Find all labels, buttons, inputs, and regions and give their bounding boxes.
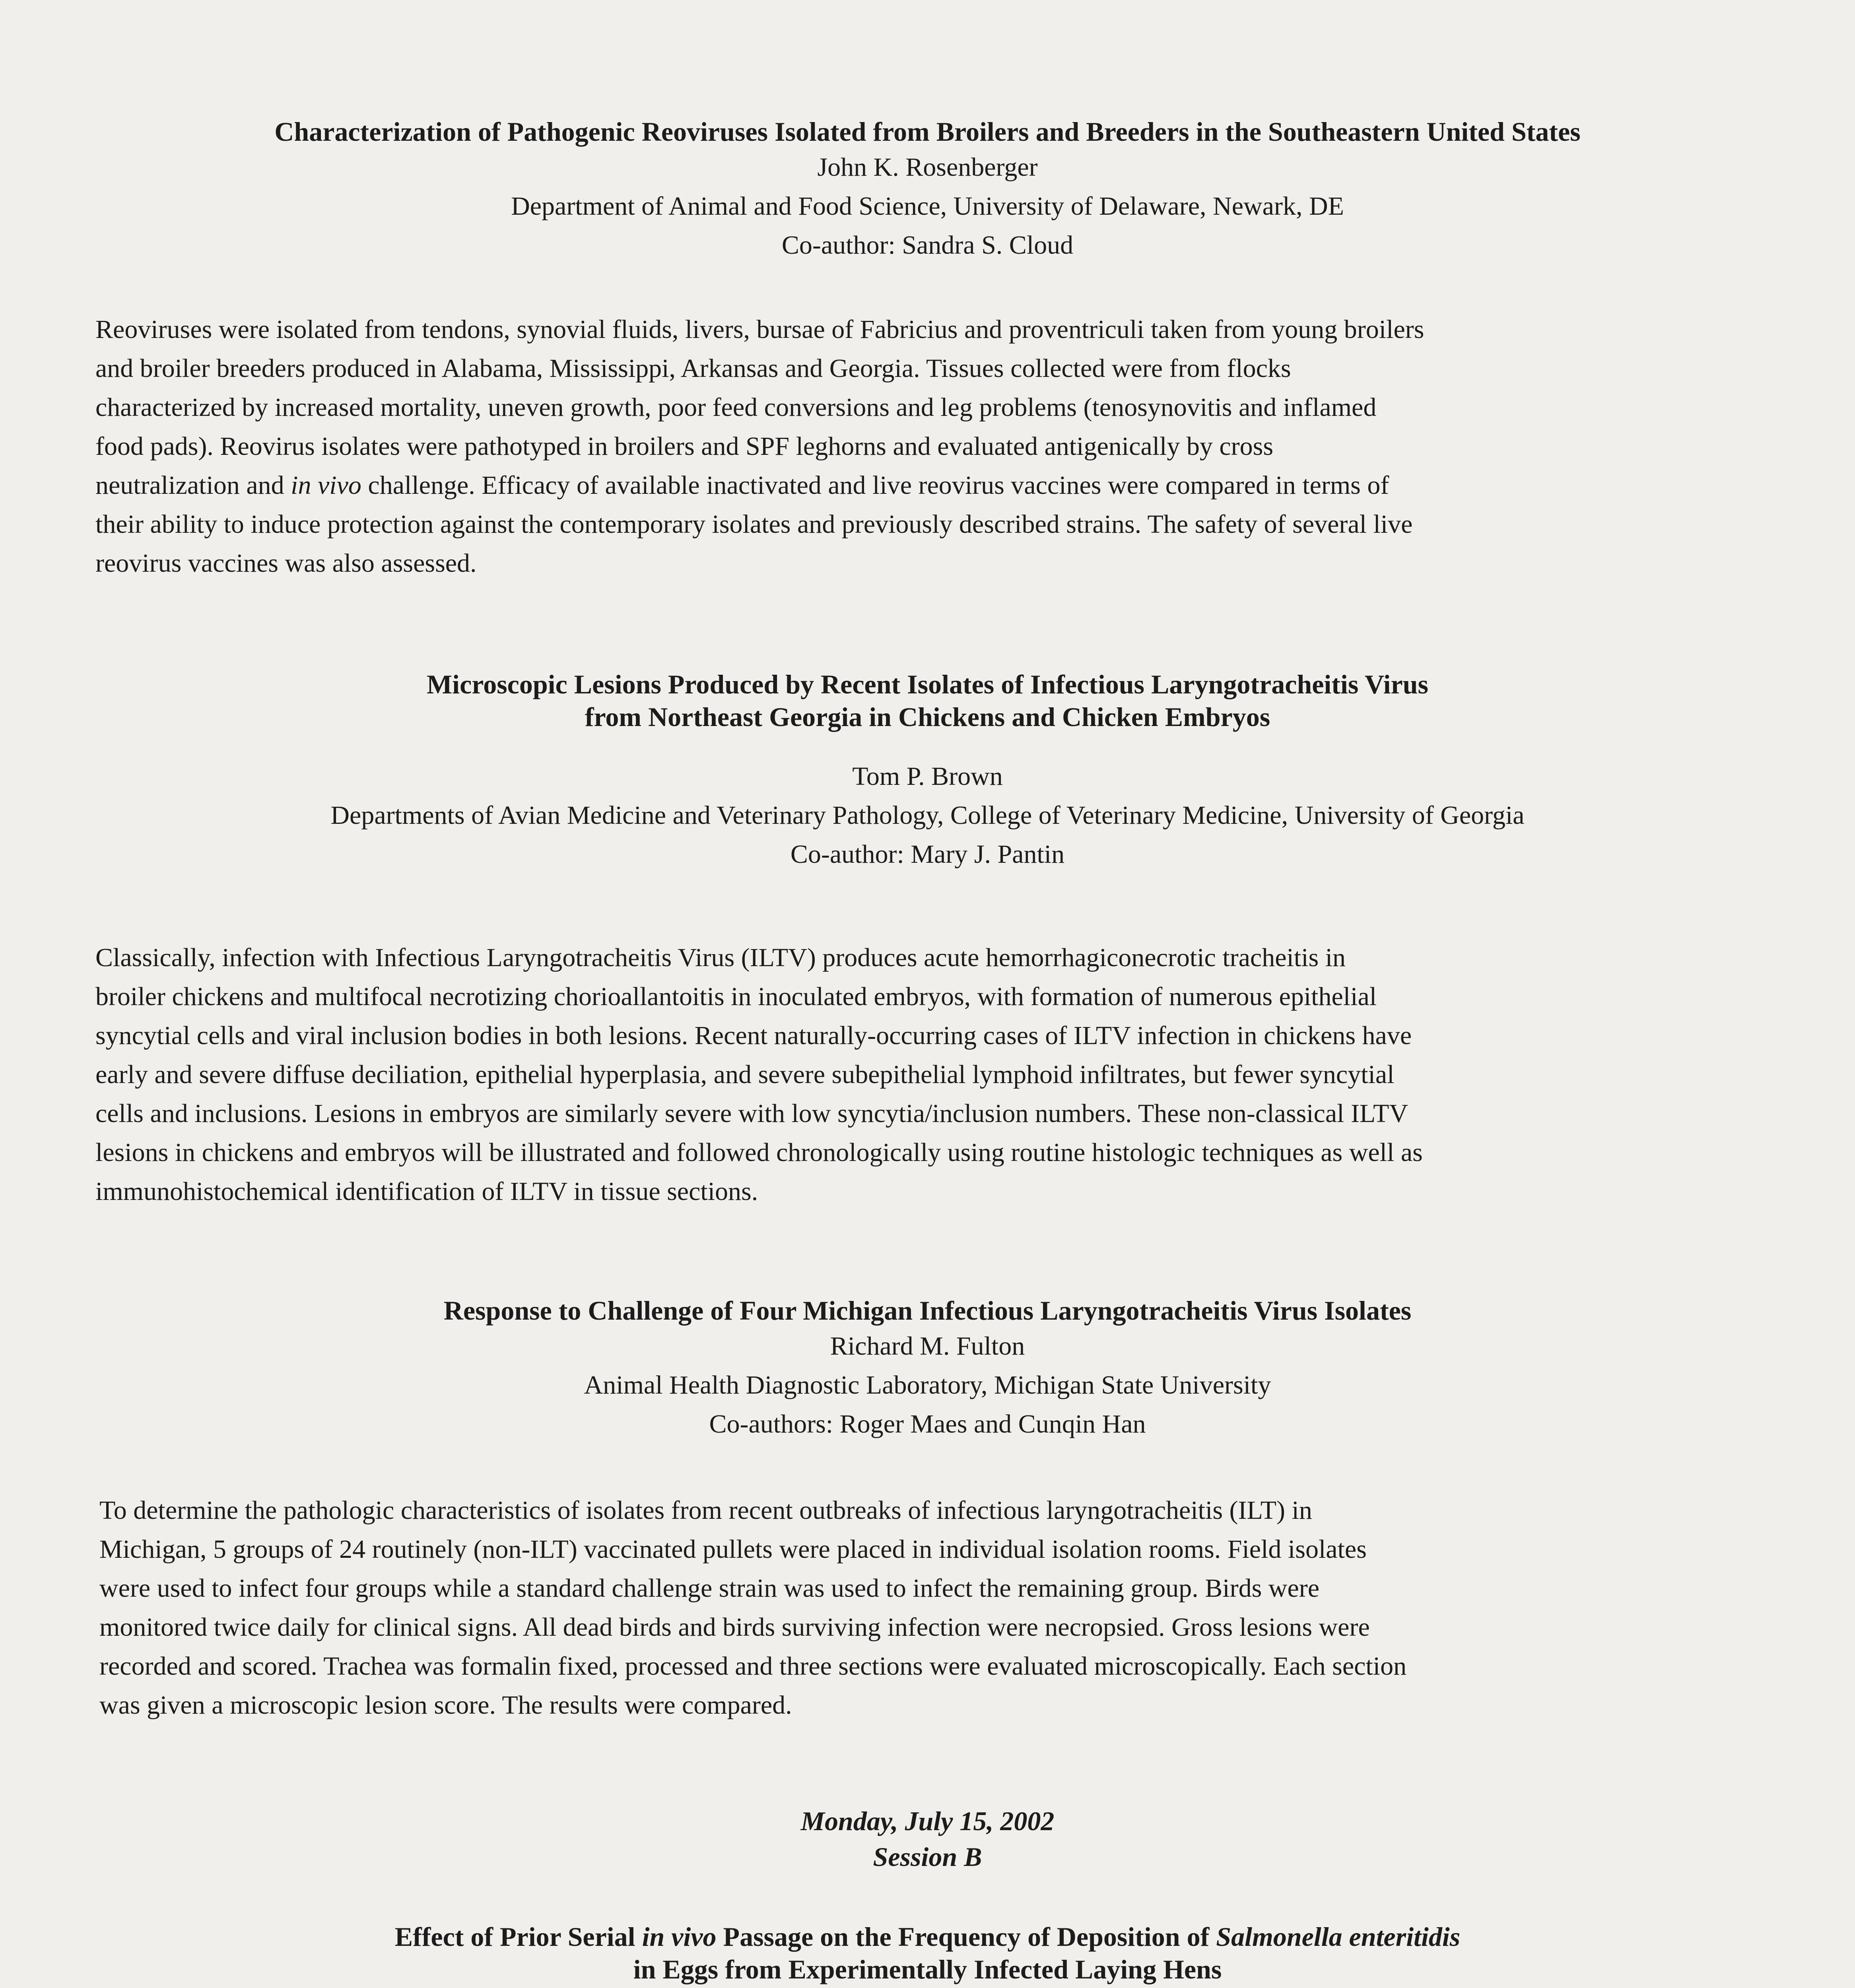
abstract-4-header	[0, 1920, 1855, 1988]
abstract-3-header	[0, 1294, 1855, 1444]
abstract-1-line: characterized by increased mortality, uneven growth, poor feed conversions and leg problems (tenosynovitis and inflamed	[95, 393, 1377, 422]
abstract-3-line: To determine the pathologic characteristics of isolates from recent outbreaks of infectious laryngotracheitis (ILT) in	[99, 1496, 1312, 1525]
abstract-2-line: broiler chickens and multifocal necrotizing chorioallantoitis in inoculated embryos, with formation of numerous epithelial	[95, 982, 1377, 1011]
abstract-4-author	[0, 1986, 1855, 1988]
abstract-3-coauthors: Co-authors: Roger Maes and Cunqin Han	[709, 1409, 1146, 1439]
abstract-2-header	[0, 668, 1855, 874]
abstract-2-affiliation: Departments of Avian Medicine and Veterinary Pathology, College of Veterinary Medicine, University of Georgia	[330, 801, 1525, 830]
abstract-1-affiliation: Department of Animal and Food Science, University of Delaware, Newark, DE	[511, 192, 1344, 221]
session-name: Session B	[873, 1842, 982, 1872]
abstract-2-coauthors: Co-author: Mary J. Pantin	[790, 840, 1065, 869]
abstract-2-title-line-2: from Northeast Georgia in Chickens and Chicken Embryos	[585, 702, 1270, 732]
abstract-2-title-line-1: Microscopic Lesions Produced by Recent Isolates of Infectious Laryngotracheitis Virus	[427, 669, 1428, 699]
abstract-3-author: Richard M. Fulton	[830, 1332, 1025, 1361]
session-date: Monday, July 15, 2002	[800, 1806, 1055, 1836]
abstract-2-line: immunohistochemical identification of ILTV in tissue sections.	[95, 1177, 758, 1206]
abstract-1-line: and broiler breeders produced in Alabama, Mississippi, Arkansas and Georgia. Tissues collected were from flocks	[95, 354, 1291, 383]
abstract-1-author: John K. Rosenberger	[817, 153, 1038, 182]
session-heading	[0, 1803, 1855, 1875]
abstract-4-title-line-2: in Eggs from Experimentally Infected Laying Hens	[633, 1954, 1222, 1984]
abstract-1-line: food pads). Reovirus isolates were pathotyped in broilers and SPF leghorns and evaluated antigenically by cross	[95, 432, 1274, 461]
abstract-2-body	[95, 938, 1781, 1211]
abstract-1-header	[0, 115, 1855, 265]
abstract-1-line: Reoviruses were isolated from tendons, synovial fluids, livers, bursae of Fabricius and proventriculi taken from young broilers	[95, 315, 1424, 344]
abstract-3-line: Michigan, 5 groups of 24 routinely (non-ILT) vaccinated pullets were placed in individual isolation rooms. Field isolates	[99, 1535, 1367, 1564]
abstract-1-coauthors: Co-author: Sandra S. Cloud	[781, 231, 1074, 260]
abstract-1-line: their ability to induce protection against the contemporary isolates and previously described strains. The safety of several live	[95, 510, 1413, 539]
abstract-3-body	[99, 1491, 1781, 1725]
abstract-4-title-line-1: Effect of Prior Serial in vivo Passage on the Frequency of Deposition of Salmonella enteritidis	[394, 1922, 1461, 1952]
abstract-1-body	[95, 310, 1781, 583]
abstract-2-line: syncytial cells and viral inclusion bodies in both lesions. Recent naturally-occurring cases of ILTV infection in chickens have	[95, 1021, 1412, 1050]
abstract-2-line: Classically, infection with Infectious Laryngotracheitis Virus (ILTV) produces acute hemorrhagiconecrotic tracheitis in	[95, 943, 1346, 972]
abstract-3-title: Response to Challenge of Four Michigan Infectious Laryngotracheitis Virus Isolates	[443, 1295, 1412, 1326]
abstract-2-line: early and severe diffuse deciliation, epithelial hyperplasia, and severe subepithelial lymphoid infiltrates, but fewer syncytial	[95, 1060, 1395, 1089]
abstract-3-line: recorded and scored. Trachea was formalin fixed, processed and three sections were evaluated microscopically. Each section	[99, 1652, 1407, 1681]
abstract-2-line: lesions in chickens and embryos will be illustrated and followed chronologically using routine histologic techniques as well as	[95, 1138, 1423, 1167]
abstract-1-line: neutralization and in vivo challenge. Efficacy of available inactivated and live reovirus vaccines were compared in terms of	[95, 471, 1389, 500]
abstract-3-line: monitored twice daily for clinical signs. All dead birds and birds surviving infection were necropsied. Gross lesions were	[99, 1613, 1370, 1642]
abstract-1-title: Characterization of Pathogenic Reoviruses Isolated from Broilers and Breeders in the Southeastern United States	[274, 116, 1581, 147]
abstract-3-line: was given a microscopic lesion score. The results were compared.	[99, 1691, 792, 1720]
abstract-2-author: Tom P. Brown	[852, 762, 1003, 791]
abstract-3-line: were used to infect four groups while a standard challenge strain was used to infect the remaining group. Birds were	[99, 1574, 1320, 1603]
abstract-1-line: reovirus vaccines was also assessed.	[95, 549, 477, 578]
abstract-3-affiliation: Animal Health Diagnostic Laboratory, Michigan State University	[584, 1371, 1271, 1400]
abstract-2-line: cells and inclusions. Lesions in embryos are similarly severe with low syncytia/inclusion numbers. These non-classical ILTV	[95, 1099, 1408, 1128]
